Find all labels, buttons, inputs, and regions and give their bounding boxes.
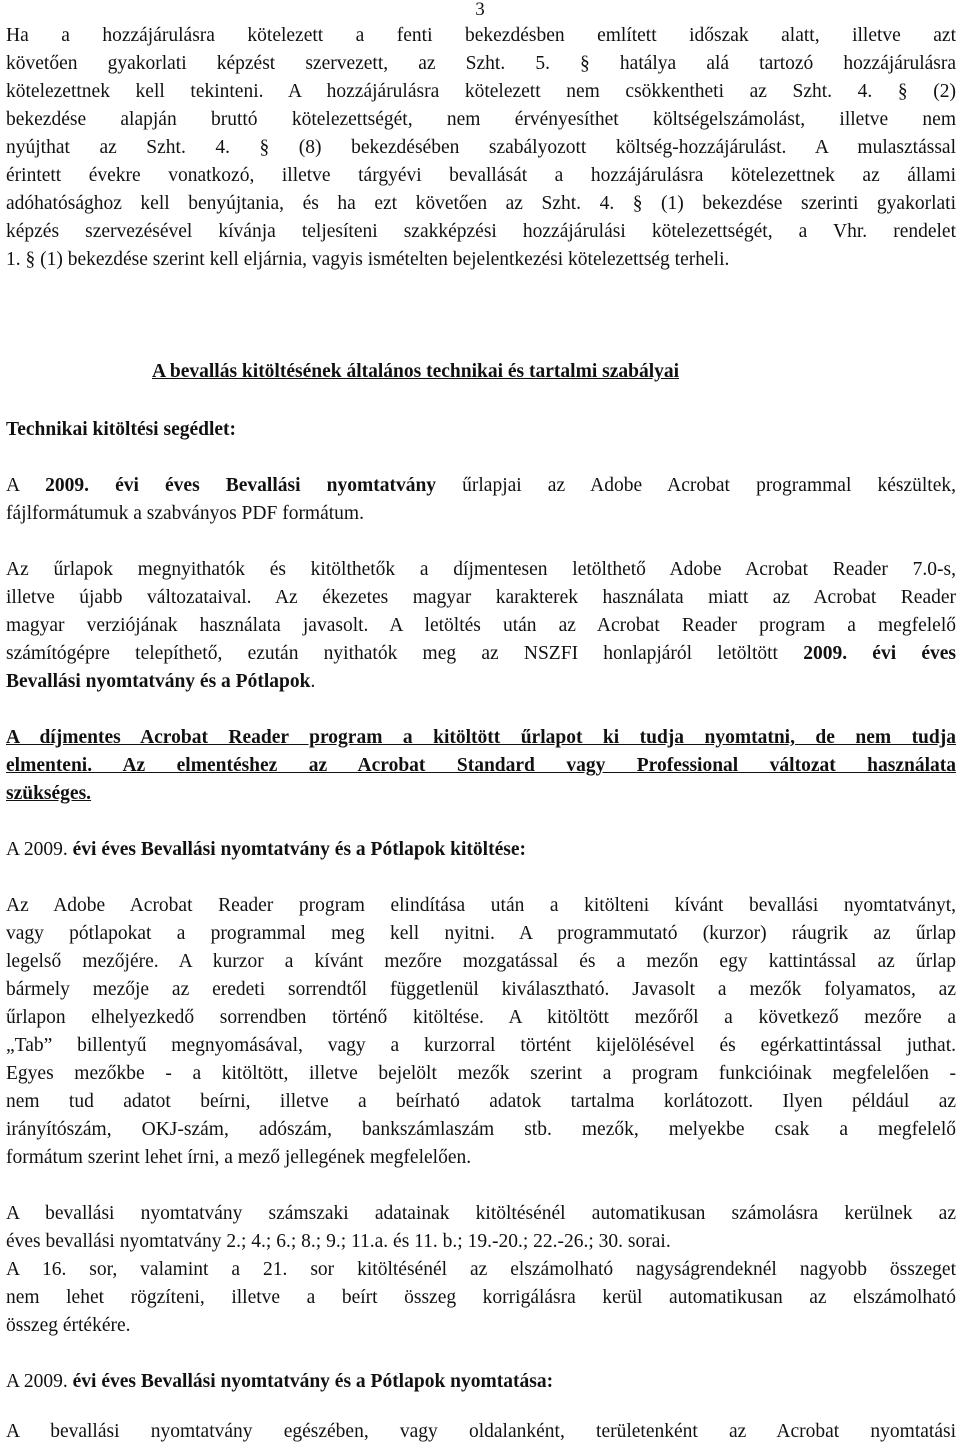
paragraph-line: adóhatósághoz kell benyújtania, és ha ezt követően az Szht. 4. § (1) bekezdése szerinti gyakorlati (6, 193, 956, 214)
paragraph-line: Az Adobe Acrobat Reader program elindítása után a kitölteni kívánt bevallási nyomtatványt, (6, 895, 956, 916)
print-heading (6, 1368, 553, 1396)
section-heading: A bevallás kitöltésének általános technikai és tartalmi szabályai (152, 361, 680, 382)
paragraph-line: A bevallási nyomtatvány számszaki adatainak kitöltésénél automatikusan számolásra kerülnek az (6, 1203, 956, 1224)
text-plain: számítógépre telepíthető, ezután nyithatók meg az NSZFI honlapjáról letöltött (6, 643, 804, 664)
paragraph-line: nyújthat az Szht. 4. § (8) bekezdésében szabályozott költség-hozzájárulást. A mulasztással (6, 137, 956, 158)
fill-heading (6, 836, 526, 864)
paragraph-line: kötelezettnek kell tekinteni. A hozzájárulásra kötelezett nem csökkentheti az Szht. 4. § (2) (6, 81, 956, 102)
paragraph-line (6, 640, 956, 668)
paragraph-line: formátum szerint lehet írni, a mező jellegének megfelelően. (6, 1147, 472, 1168)
paragraph-line (6, 472, 956, 500)
calculation-paragraph (6, 1200, 956, 1340)
bold-text: 2009. évi éves (803, 643, 956, 664)
reader-paragraph (6, 556, 956, 696)
paragraph-line (6, 668, 956, 696)
technical-guide-title: Technikai kitöltési segédlet: (6, 419, 237, 440)
bold-form-name: 2009. évi éves Bevallási nyomtatvány (45, 475, 437, 496)
paragraph-line: Az űrlapok megnyithatók és kitölthetők a díjmentesen letölthető Adobe Acrobat Reader 7.0-s, (6, 559, 956, 580)
paragraph-line: illetve újabb változataival. Az ékezetes magyar karakterek használata miatt az Acrobat Reader (6, 587, 956, 608)
heading-prefix: A 2009. (6, 1371, 73, 1392)
print-paragraph (6, 1418, 956, 1446)
warning-line: elmenteni. Az elmentéshez az Acrobat Standard vagy Professional változat használata (6, 755, 956, 776)
text-prefix: A (6, 475, 46, 496)
warning-line: A díjmentes Acrobat Reader program a kitöltött űrlapot ki tudja nyomtatni, de nem tudja (6, 727, 956, 748)
paragraph-line: nem lehet rögzíteni, illetve a beírt összeg korrigálásra kerül automatikusan az elszámolható (6, 1287, 956, 1308)
paragraph-line: legelső mezőjére. A kurzor a kívánt mezőre mozgatással és a mezőn egy kattintással az űrlap (6, 951, 956, 972)
paragraph-line: irányítószám, OKJ-szám, adószám, bankszámlaszám stb. mezők, melyekbe csak a megfelelő (6, 1119, 956, 1140)
format-paragraph (6, 472, 956, 528)
paragraph-line: éves bevallási nyomtatvány 2.; 4.; 6.; 8.; 9.; 11.a. és 11. b.; 19.-20.; 22.-26.; 30. sorai. (6, 1231, 671, 1252)
paragraph-line: bekezdése alapján bruttó kötelezettségét, nem érvényesíthet költségelszámolást, illetve nem (6, 109, 956, 130)
text-end: . (310, 671, 316, 692)
paragraph-line: űrlapon elhelyezkedő sorrendben történő kitöltése. A kitöltött mezőről a következő mezőre a (6, 1007, 956, 1028)
paragraph-line: A 16. sor, valamint a 21. sor kitöltésénél az elszámolható nagyságrendeknél nagyobb összeget (6, 1259, 956, 1280)
paragraph-line: követően gyakorlati képzést szervezett, az Szht. 5. § hatálya alá tartozó hozzájárulásra (6, 53, 956, 74)
heading-bold: évi éves Bevallási nyomtatvány és a Pótlapok kitöltése: (72, 839, 526, 860)
paragraph-line: magyar verziójának használata javasolt. A letöltés után az Acrobat Reader program a megfelelő (6, 615, 956, 636)
paragraph-line: 1. § (1) bekezdése szerint kell eljárnia, vagyis ismételten bejelentkezési kötelezettség terheli. (6, 249, 730, 270)
paragraph-line: „Tab” billentyű megnyomásával, vagy a kurzorral történt kijelölésével és egérkattintással juthat. (6, 1035, 956, 1056)
paragraph-line: fájlformátumuk a szabványos PDF formátum. (6, 503, 364, 524)
paragraph-line: nem tud adatot beírni, illetve a beírható adatok tartalma korlátozott. Ilyen például az (6, 1091, 956, 1112)
paragraph-line: A bevallási nyomtatvány egészében, vagy oldalanként, területenként az Acrobat nyomtatási (6, 1421, 956, 1442)
paragraph-line: Egyes mezőkbe - a kitöltött, illetve bejelölt mezők szerint a program funkcióinak megfelelően - (6, 1063, 956, 1084)
warning-line: szükséges. (6, 783, 92, 804)
heading-prefix: A 2009. (6, 839, 73, 860)
paragraph-line: képzés szervezésével kívánja teljesíteni szakképzési hozzájárulási kötelezettségét, a Vhr. rendelet (6, 221, 956, 242)
paragraph-line: összeg értékére. (6, 1315, 131, 1336)
paragraph-line: Ha a hozzájárulásra kötelezett a fenti bekezdésben említett időszak alatt, illetve azt (6, 25, 956, 46)
intro-paragraph (6, 22, 956, 274)
paragraph-line: vagy pótlapokat a programmal meg kell nyitni. A programmutató (kurzor) ráugrik az űrlap (6, 923, 956, 944)
bold-text: Bevallási nyomtatvány és a Pótlapok (6, 671, 311, 692)
paragraph-line: bármely mezője az eredeti sorrendtől függetlenül kiválasztható. Javasolt a mezők folyamatos, az (6, 979, 956, 1000)
paragraph-line: érintett évekre vonatkozó, illetve tárgyévi bevallását a hozzájárulásra kötelezettnek az állami (6, 165, 956, 186)
fill-instructions-paragraph (6, 892, 956, 1172)
save-warning (6, 724, 956, 808)
page-number: 3 (475, 0, 485, 20)
text-rest: űrlapjai az Adobe Acrobat programmal készültek, (436, 475, 956, 496)
heading-bold: évi éves Bevallási nyomtatvány és a Pótlapok nyomtatása: (72, 1371, 554, 1392)
